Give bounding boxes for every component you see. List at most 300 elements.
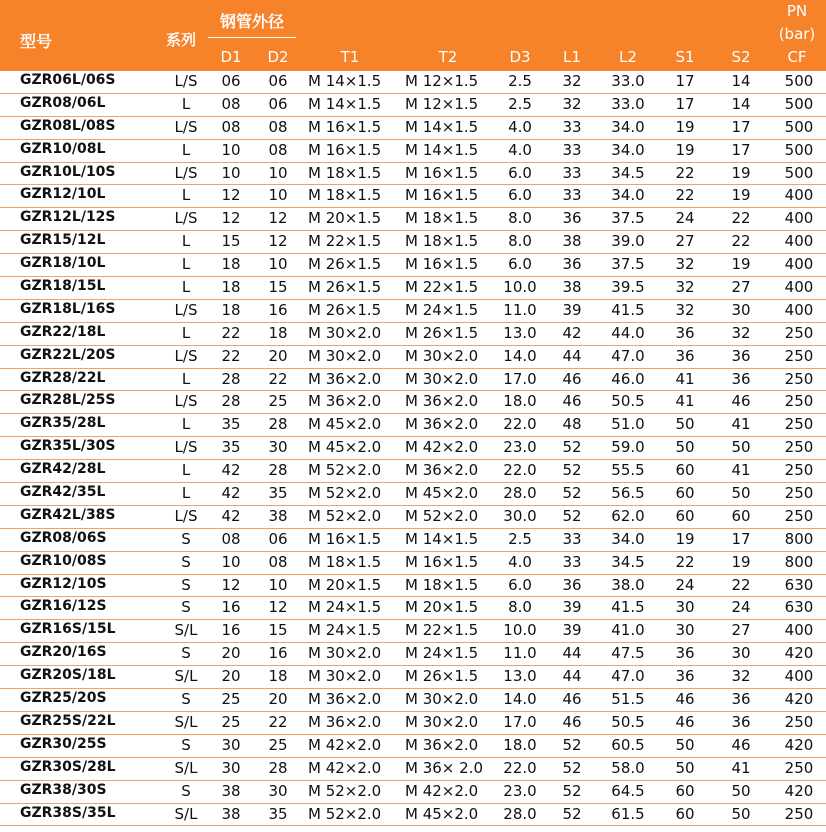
cell-pn: 400 <box>784 209 814 228</box>
cell-d2: 25 <box>268 392 288 411</box>
cell-series: S <box>181 575 191 594</box>
cell-s2: 32 <box>731 323 751 342</box>
cell-pn: 250 <box>784 323 814 342</box>
cell-model: GZR18/15L <box>20 278 106 295</box>
cell-s1: 22 <box>675 163 695 182</box>
cell-s1: 17 <box>675 72 695 90</box>
cell-model: GZR22L/20S <box>20 346 116 363</box>
cell-d3: 4.0 <box>508 552 532 571</box>
cell-d3: 23.0 <box>503 438 537 457</box>
cell-s1: 50 <box>675 735 695 754</box>
cell-l2: 34.0 <box>611 529 645 548</box>
cell-l2: 41.5 <box>611 598 645 617</box>
cell-l2: 41.0 <box>611 621 645 640</box>
cell-series: L <box>181 484 191 503</box>
cell-series: L/S <box>174 506 198 525</box>
cell-l2: 38.0 <box>611 575 645 594</box>
cell-model: GZR38S/35L <box>20 804 116 821</box>
cell-pn: 250 <box>784 346 814 365</box>
cell-model: GZR42L/38S <box>20 506 116 523</box>
cell-series: S <box>181 552 191 571</box>
cell-model: GZR22/18L <box>20 323 106 340</box>
cell-s2: 19 <box>731 552 751 571</box>
cell-l1: 52 <box>562 758 582 777</box>
table-row <box>0 483 826 506</box>
table-row <box>0 254 826 277</box>
cell-pn: 400 <box>784 255 814 274</box>
cell-model: GZR35/28L <box>20 415 106 432</box>
cell-pn: 800 <box>784 529 814 548</box>
cell-d2: 12 <box>268 598 288 617</box>
table-row <box>0 323 826 346</box>
cell-model: GZR20S/18L <box>20 667 116 684</box>
cell-t1: M 30×2.0 <box>308 346 382 365</box>
cell-d3: 6.0 <box>508 575 532 594</box>
table-row <box>0 735 826 758</box>
cell-series: S <box>181 529 191 548</box>
cell-series: L <box>181 461 191 480</box>
cell-l2: 62.0 <box>611 506 645 525</box>
cell-t1: M 18×1.5 <box>308 186 382 205</box>
cell-t2: M 45×2.0 <box>405 804 479 823</box>
cell-l2: 61.5 <box>611 804 645 823</box>
cell-t2: M 16×1.5 <box>405 186 479 205</box>
cell-pn: 250 <box>784 461 814 480</box>
cell-d1: 28 <box>221 392 241 411</box>
cell-s2: 24 <box>731 598 751 617</box>
cell-d1: 18 <box>221 255 241 274</box>
cell-pn: 500 <box>784 117 814 136</box>
cell-l2: 64.5 <box>611 781 645 800</box>
cell-t1: M 16×1.5 <box>308 140 382 159</box>
cell-d3: 22.0 <box>503 758 537 777</box>
cell-d3: 13.0 <box>503 667 537 686</box>
cell-l1: 33 <box>562 163 582 182</box>
header-pipe-od: 钢管外径 <box>220 12 285 31</box>
cell-l2: 50.5 <box>611 712 645 731</box>
table-row <box>0 185 826 208</box>
cell-l2: 34.5 <box>611 163 645 182</box>
cell-d2: 10 <box>268 575 288 594</box>
cell-l2: 34.0 <box>611 186 645 205</box>
cell-s1: 60 <box>675 781 695 800</box>
cell-l2: 59.0 <box>611 438 645 457</box>
cell-t2: M 26×1.5 <box>405 323 479 342</box>
cell-model: GZR38/30S <box>20 781 107 798</box>
cell-d2: 28 <box>268 415 288 434</box>
cell-l1: 52 <box>562 461 582 480</box>
cell-series: L <box>181 232 191 251</box>
cell-s1: 22 <box>675 186 695 205</box>
cell-t2: M 16×1.5 <box>405 163 479 182</box>
cell-t2: M 42×2.0 <box>405 781 479 800</box>
cell-model: GZR18L/16S <box>20 300 116 317</box>
cell-model: GZR25/20S <box>20 690 107 707</box>
cell-t1: M 42×2.0 <box>308 758 382 777</box>
cell-pn: 630 <box>784 598 814 617</box>
header-t2: T2 <box>438 48 458 66</box>
cell-series: S <box>181 690 191 709</box>
cell-l2: 33.0 <box>611 72 645 90</box>
cell-series: S/L <box>174 712 198 731</box>
cell-l1: 48 <box>562 415 582 434</box>
cell-model: GZR35L/30S <box>20 438 116 455</box>
table-row <box>0 140 826 163</box>
cell-d1: 16 <box>221 621 241 640</box>
cell-t1: M 42×2.0 <box>308 735 382 754</box>
table-row <box>0 437 826 460</box>
cell-t2: M 14×1.5 <box>405 529 479 548</box>
cell-s1: 36 <box>675 644 695 663</box>
cell-l2: 55.5 <box>611 461 645 480</box>
cell-d2: 06 <box>268 72 288 90</box>
cell-l1: 32 <box>562 72 582 90</box>
table-row <box>0 575 826 598</box>
cell-d2: 16 <box>268 644 288 663</box>
table-row <box>0 117 826 140</box>
cell-d1: 08 <box>221 117 241 136</box>
cell-d1: 20 <box>221 667 241 686</box>
cell-s2: 30 <box>731 300 751 319</box>
cell-s1: 24 <box>675 575 695 594</box>
cell-t2: M 14×1.5 <box>405 140 479 159</box>
header-model: 型号 <box>20 32 53 51</box>
cell-l1: 33 <box>562 186 582 205</box>
cell-d3: 11.0 <box>503 644 537 663</box>
table-row <box>0 506 826 529</box>
cell-pn: 250 <box>784 758 814 777</box>
table-row <box>0 208 826 231</box>
cell-series: L/S <box>174 209 198 228</box>
header-pn-unit: (bar) <box>778 25 816 43</box>
cell-pn: 250 <box>784 804 814 823</box>
table-row <box>0 597 826 620</box>
cell-s2: 17 <box>731 140 751 159</box>
cell-l1: 46 <box>562 690 582 709</box>
cell-d3: 22.0 <box>503 415 537 434</box>
cell-d3: 6.0 <box>508 163 532 182</box>
cell-model: GZR28L/25S <box>20 392 116 409</box>
header-pn-cf: CF <box>787 48 807 66</box>
cell-pn: 400 <box>784 667 814 686</box>
cell-l1: 42 <box>562 323 582 342</box>
cell-s2: 36 <box>731 690 751 709</box>
cell-t1: M 22×1.5 <box>308 232 382 251</box>
cell-d3: 14.0 <box>503 346 537 365</box>
cell-l2: 47.0 <box>611 346 645 365</box>
cell-d2: 28 <box>268 461 288 480</box>
cell-s2: 22 <box>731 232 751 251</box>
table-row <box>0 414 826 437</box>
cell-series: L <box>181 323 191 342</box>
cell-s2: 17 <box>731 529 751 548</box>
header-d2: D2 <box>267 48 289 66</box>
cell-d3: 23.0 <box>503 781 537 800</box>
cell-s2: 36 <box>731 369 751 388</box>
cell-t1: M 30×2.0 <box>308 323 382 342</box>
cell-t2: M 36×2.0 <box>405 461 479 480</box>
cell-s2: 14 <box>731 94 751 113</box>
cell-s1: 41 <box>675 392 695 411</box>
table-row <box>0 552 826 575</box>
cell-model: GZR12L/12S <box>20 209 116 226</box>
cell-s1: 50 <box>675 438 695 457</box>
cell-l2: 39.0 <box>611 232 645 251</box>
cell-d2: 12 <box>268 232 288 251</box>
cell-t1: M 52×2.0 <box>308 461 382 480</box>
table-row <box>0 71 826 94</box>
cell-t1: M 30×2.0 <box>308 667 382 686</box>
cell-d3: 4.0 <box>508 140 532 159</box>
cell-model: GZR08L/08S <box>20 117 116 134</box>
table-row <box>0 460 826 483</box>
cell-s2: 46 <box>731 392 751 411</box>
cell-model: GZR42/28L <box>20 461 106 478</box>
cell-t2: M 16×1.5 <box>405 552 479 571</box>
cell-t1: M 52×2.0 <box>308 484 382 503</box>
cell-d1: 08 <box>221 94 241 113</box>
cell-pn: 400 <box>784 300 814 319</box>
cell-d1: 10 <box>221 163 241 182</box>
cell-d1: 10 <box>221 140 241 159</box>
cell-l1: 52 <box>562 484 582 503</box>
cell-d3: 10.0 <box>503 278 537 297</box>
cell-l1: 32 <box>562 94 582 113</box>
cell-d1: 30 <box>221 735 241 754</box>
cell-pn: 250 <box>784 438 814 457</box>
cell-pn: 250 <box>784 506 814 525</box>
cell-t1: M 16×1.5 <box>308 117 382 136</box>
cell-series: L/S <box>174 438 198 457</box>
cell-d1: 20 <box>221 644 241 663</box>
cell-pn: 420 <box>784 690 814 709</box>
cell-s1: 24 <box>675 209 695 228</box>
cell-t1: M 24×1.5 <box>308 621 382 640</box>
cell-series: S/L <box>174 667 198 686</box>
cell-s2: 36 <box>731 712 751 731</box>
cell-d2: 30 <box>268 781 288 800</box>
cell-d2: 15 <box>268 278 288 297</box>
cell-d2: 35 <box>268 804 288 823</box>
cell-pn: 250 <box>784 484 814 503</box>
cell-l1: 36 <box>562 255 582 274</box>
cell-d1: 42 <box>221 484 241 503</box>
cell-model: GZR12/10S <box>20 575 107 592</box>
cell-l2: 37.5 <box>611 209 645 228</box>
cell-d1: 25 <box>221 690 241 709</box>
cell-d1: 25 <box>221 712 241 731</box>
cell-pn: 500 <box>784 163 814 182</box>
table-row <box>0 689 826 712</box>
cell-series: L <box>181 94 191 113</box>
cell-series: L/S <box>174 163 198 182</box>
cell-pn: 420 <box>784 735 814 754</box>
cell-pn: 250 <box>784 712 814 731</box>
cell-t2: M 26×1.5 <box>405 667 479 686</box>
cell-s2: 30 <box>731 644 751 663</box>
cell-l2: 37.5 <box>611 255 645 274</box>
cell-model: GZR20/16S <box>20 644 107 661</box>
cell-l1: 38 <box>562 278 582 297</box>
cell-t1: M 26×1.5 <box>308 255 382 274</box>
table-row <box>0 94 826 117</box>
cell-l2: 46.0 <box>611 369 645 388</box>
table-header <box>0 0 826 71</box>
cell-l1: 44 <box>562 644 582 663</box>
cell-t1: M 45×2.0 <box>308 415 382 434</box>
cell-l1: 44 <box>562 667 582 686</box>
cell-t1: M 30×2.0 <box>308 644 382 663</box>
table-row <box>0 277 826 300</box>
cell-pn: 420 <box>784 781 814 800</box>
cell-pn: 400 <box>784 186 814 205</box>
cell-model: GZR16S/15L <box>20 621 116 638</box>
cell-l2: 33.0 <box>611 94 645 113</box>
cell-l2: 47.5 <box>611 644 645 663</box>
cell-d1: 42 <box>221 461 241 480</box>
cell-l1: 46 <box>562 369 582 388</box>
cell-t2: M 45×2.0 <box>405 484 479 503</box>
table-row <box>0 620 826 643</box>
header-d3: D3 <box>509 48 531 66</box>
cell-t2: M 36× 2.0 <box>405 758 483 777</box>
header-pipe-od-underline <box>208 37 296 38</box>
cell-model: GZR08/06S <box>20 529 107 546</box>
header-s2: S2 <box>731 48 751 66</box>
cell-t2: M 36×2.0 <box>405 735 479 754</box>
cell-s1: 19 <box>675 140 695 159</box>
cell-d1: 18 <box>221 278 241 297</box>
cell-series: L <box>181 369 191 388</box>
cell-pn: 500 <box>784 72 814 90</box>
cell-l2: 34.0 <box>611 117 645 136</box>
cell-s1: 22 <box>675 552 695 571</box>
cell-series: L/S <box>174 72 198 90</box>
cell-t1: M 14×1.5 <box>308 72 382 90</box>
cell-series: S <box>181 644 191 663</box>
header-l1: L1 <box>563 48 581 66</box>
cell-series: L <box>181 415 191 434</box>
cell-series: S <box>181 598 191 617</box>
cell-s1: 19 <box>675 117 695 136</box>
cell-s2: 19 <box>731 186 751 205</box>
cell-s2: 22 <box>731 575 751 594</box>
cell-d3: 11.0 <box>503 300 537 319</box>
cell-t2: M 18×1.5 <box>405 209 479 228</box>
cell-d1: 38 <box>221 804 241 823</box>
cell-d1: 12 <box>221 186 241 205</box>
cell-s2: 14 <box>731 72 751 90</box>
cell-l1: 44 <box>562 346 582 365</box>
cell-d2: 20 <box>268 346 288 365</box>
cell-t1: M 20×1.5 <box>308 209 382 228</box>
cell-s1: 46 <box>675 690 695 709</box>
header-series: 系列 <box>166 31 197 49</box>
cell-d3: 17.0 <box>503 712 537 731</box>
cell-s2: 50 <box>731 438 751 457</box>
cell-l1: 46 <box>562 712 582 731</box>
cell-s1: 60 <box>675 461 695 480</box>
cell-l1: 33 <box>562 529 582 548</box>
cell-d2: 28 <box>268 758 288 777</box>
cell-d2: 12 <box>268 209 288 228</box>
cell-t2: M 22×1.5 <box>405 621 479 640</box>
cell-d3: 14.0 <box>503 690 537 709</box>
cell-d2: 08 <box>268 117 288 136</box>
cell-d2: 10 <box>268 186 288 205</box>
cell-l1: 52 <box>562 804 582 823</box>
cell-t2: M 30×2.0 <box>405 346 479 365</box>
cell-d2: 22 <box>268 369 288 388</box>
cell-d2: 18 <box>268 667 288 686</box>
cell-s1: 17 <box>675 94 695 113</box>
cell-l1: 39 <box>562 621 582 640</box>
cell-s1: 30 <box>675 621 695 640</box>
cell-s2: 50 <box>731 804 751 823</box>
table-body <box>0 71 826 826</box>
cell-series: L/S <box>174 117 198 136</box>
cell-d3: 6.0 <box>508 255 532 274</box>
cell-series: L <box>181 278 191 297</box>
cell-series: L <box>181 140 191 159</box>
cell-d3: 18.0 <box>503 392 537 411</box>
cell-l2: 41.5 <box>611 300 645 319</box>
table-row <box>0 163 826 186</box>
cell-s1: 30 <box>675 598 695 617</box>
cell-d2: 18 <box>268 323 288 342</box>
cell-t1: M 18×1.5 <box>308 552 382 571</box>
cell-pn: 800 <box>784 552 814 571</box>
cell-s2: 41 <box>731 461 751 480</box>
cell-d3: 8.0 <box>508 232 532 251</box>
cell-t1: M 18×1.5 <box>308 163 382 182</box>
cell-d2: 10 <box>268 163 288 182</box>
cell-l1: 46 <box>562 392 582 411</box>
cell-t2: M 22×1.5 <box>405 278 479 297</box>
cell-series: S/L <box>174 758 198 777</box>
cell-d1: 22 <box>221 346 241 365</box>
cell-s2: 17 <box>731 117 751 136</box>
cell-d3: 6.0 <box>508 186 532 205</box>
cell-d1: 12 <box>221 575 241 594</box>
cell-t1: M 52×2.0 <box>308 781 382 800</box>
cell-s1: 36 <box>675 667 695 686</box>
cell-s2: 27 <box>731 621 751 640</box>
cell-d1: 16 <box>221 598 241 617</box>
cell-d1: 30 <box>221 758 241 777</box>
cell-t1: M 52×2.0 <box>308 804 382 823</box>
cell-l1: 39 <box>562 598 582 617</box>
cell-d2: 15 <box>268 621 288 640</box>
cell-s1: 50 <box>675 758 695 777</box>
table-row <box>0 804 826 827</box>
cell-t2: M 24×1.5 <box>405 300 479 319</box>
cell-d3: 10.0 <box>503 621 537 640</box>
cell-d2: 16 <box>268 300 288 319</box>
cell-d3: 28.0 <box>503 804 537 823</box>
cell-d1: 15 <box>221 232 241 251</box>
cell-s2: 22 <box>731 209 751 228</box>
cell-model: GZR15/12L <box>20 232 106 249</box>
cell-t1: M 36×2.0 <box>308 712 382 731</box>
cell-s1: 32 <box>675 278 695 297</box>
cell-model: GZR10/08L <box>20 140 106 157</box>
cell-model: GZR12/10L <box>20 186 106 203</box>
cell-series: S <box>181 735 191 754</box>
cell-l2: 50.5 <box>611 392 645 411</box>
cell-t2: M 12×1.5 <box>405 94 479 113</box>
cell-l1: 36 <box>562 209 582 228</box>
